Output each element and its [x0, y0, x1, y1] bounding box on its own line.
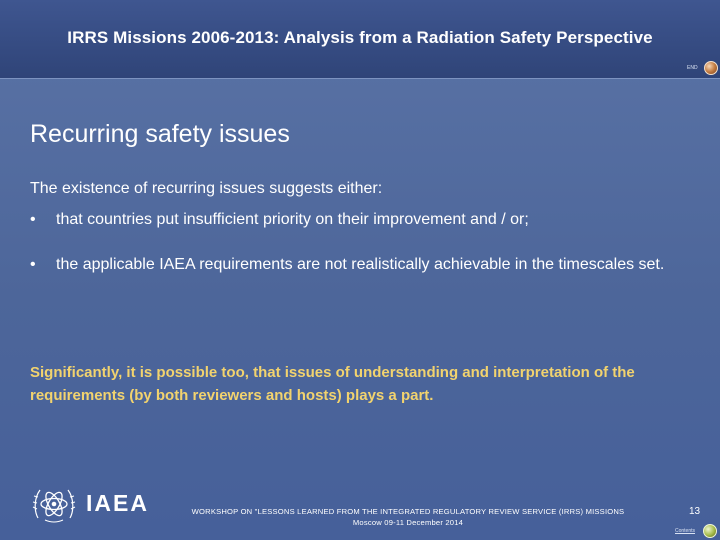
- footer-text: [188, 506, 628, 528]
- footer-line-2: Moscow 09-11 December 2014: [352, 518, 464, 527]
- footer-line-1: WORKSHOP ON "LESSONS LEARNED FROM THE INTEGRATED REGULATORY REVIEW SERVICE (IRRS) MISSIONS: [191, 507, 625, 516]
- atom-laurel-icon: [28, 480, 80, 528]
- bullet-text-1: that countries put insufficient priority on their improvement and / or;: [56, 211, 529, 228]
- iaea-logo: [28, 480, 158, 530]
- section-title: Recurring safety issues: [30, 120, 290, 148]
- contents-link[interactable]: Contents: [675, 528, 696, 534]
- emphasis-text: Significantly, it is possible too, that issues of understanding and interpretation of the requirements (by both reviewers and hosts) plays a part.: [30, 364, 635, 404]
- iaea-wordmark: IAEA: [86, 490, 149, 516]
- end-label[interactable]: END: [687, 65, 698, 71]
- bullet-dot-icon: •: [30, 211, 36, 228]
- bullet-text-2: the applicable IAEA requirements are not realistically achievable in the timescales set.: [56, 256, 665, 273]
- page-number: 13: [689, 506, 701, 517]
- slide-header-title: IRRS Missions 2006-2013: Analysis from a Radiation Safety Perspective: [67, 28, 653, 47]
- title-bar: [0, 0, 720, 79]
- end-button-icon[interactable]: [704, 61, 718, 75]
- intro-text: The existence of recurring issues suggests either:: [30, 180, 383, 197]
- contents-button-icon[interactable]: [703, 524, 717, 538]
- bullet-dot-icon: •: [30, 256, 36, 273]
